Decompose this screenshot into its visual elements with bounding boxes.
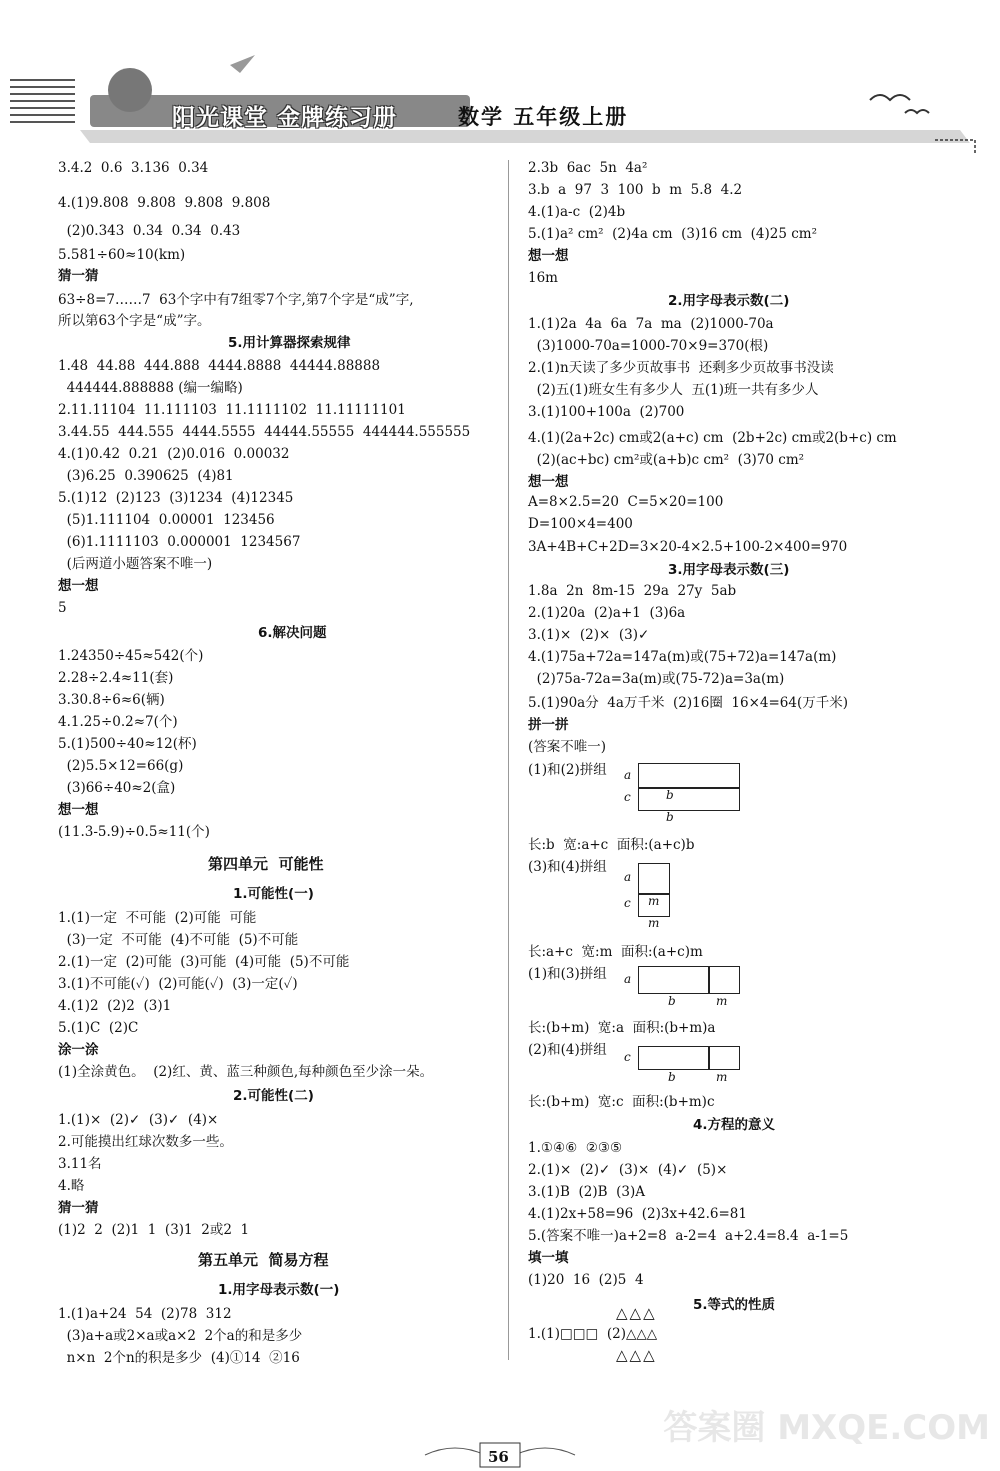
answer-line: 4.1.25÷0.2≈7(个) [58, 714, 178, 730]
section-title: 2.用字母表示数(二) [668, 293, 790, 309]
answer-line: 1.(1)2a 4a 6a 7a ma (2)1000-70a [528, 316, 774, 332]
answer-line: 1.(1)一定 不可能 (2)可能 可能 [58, 910, 257, 926]
answer-line: (3)6.25 0.390625 (4)81 [58, 468, 234, 484]
answer-line: (5)1.111104 0.00001 123456 [58, 512, 275, 528]
label-a: a [624, 768, 632, 782]
answer-line: (2)5.5×12=66(g) [58, 758, 184, 774]
column-divider [508, 160, 509, 1360]
answer-line: (6)1.1111103 0.000001 1234567 [58, 534, 301, 550]
answer-line: 5.(1)500÷40≈12(杯) [58, 736, 197, 752]
subsection-title: 想一想 [58, 802, 99, 818]
label-a: a [624, 870, 632, 884]
section-title: 6.解决问题 [258, 625, 327, 641]
answer-line: D=100×4=400 [528, 516, 633, 532]
answer-line: 63÷8=7……7 63个字中有7组零7个字,第7个字是“成”字, [58, 292, 414, 308]
answer-line: (2)0.343 0.34 0.34 0.43 [58, 223, 241, 239]
answer-line: 5.(1)a² cm² (2)4a cm (3)16 cm (4)25 cm² [528, 226, 818, 242]
label-c: c [624, 896, 631, 910]
subsection-title: 填一填 [528, 1250, 569, 1266]
answer-line: (1)全涂黄色。 (2)红、黄、蓝三种颜色,每种颜色至少涂一朵。 [58, 1064, 434, 1080]
subsection-title: 涂一涂 [58, 1042, 99, 1058]
answer-line: (答案不唯一) [528, 739, 607, 755]
answer-line: 3.4.2 0.6 3.136 0.34 [58, 160, 209, 176]
answer-line: 2.(1)20a (2)a+1 (3)6a [528, 605, 686, 621]
rect-am2 [708, 966, 740, 994]
answer-line: (2)五(1)班女生有多少人 五(1)班一共有多少人 [528, 382, 819, 398]
answer-line: 长:a+c 宽:m 面积:(a+c)m [528, 944, 703, 960]
answer-line: 5.581÷60≈10(km) [58, 247, 186, 263]
answer-line: 所以第63个字是“成”字。 [58, 313, 211, 329]
answer-line: (1)和(2)拼组 [528, 762, 607, 778]
subsection-title: 想一想 [58, 578, 99, 594]
answer-line: 1.48 44.88 444.888 4444.8888 44444.88888 [58, 358, 381, 374]
unit-title: 第五单元 简易方程 [198, 1251, 329, 1269]
answer-line: 2.可能摸出红球次数多一些。 [58, 1134, 233, 1150]
answer-line: 长:(b+m) 宽:a 面积:(b+m)a [528, 1020, 716, 1036]
subsection-title: 拼一拼 [528, 717, 569, 733]
answer-line: (后两道小题答案不唯一) [58, 556, 213, 572]
section-title: 5.等式的性质 [693, 1297, 776, 1313]
triangle-row: △△△ [616, 1304, 657, 1322]
unit-title: 第四单元 可能性 [208, 855, 324, 873]
section-title: 2.可能性(二) [233, 1088, 314, 1104]
answer-line: 2.11.11104 11.111103 11.1111102 11.11111101 [58, 402, 406, 418]
answer-line: A=8×2.5=20 C=5×20=100 [528, 494, 724, 510]
subsection-title: 猜一猜 [58, 268, 99, 284]
answer-line: 4.(1)9.808 9.808 9.808 9.808 [58, 195, 271, 211]
label-c: c [624, 1050, 631, 1064]
label-b: b [668, 994, 676, 1008]
answer-line: 5.(答案不唯一)a+2=8 a-2=4 a+2.4=8.4 a-1=5 [528, 1228, 849, 1244]
answer-line: 1.①④⑥ ②③⑤ [528, 1140, 623, 1156]
answer-line: 2.(1)一定 (2)可能 (3)可能 (4)可能 (5)不可能 [58, 954, 350, 970]
answer-line: 2.28÷2.4≈11(套) [58, 670, 174, 686]
answer-line: 1.(1)a+24 54 (2)78 312 [58, 1306, 232, 1322]
answer-line: 2.(1)n天读了多少页故事书 还剩多少页故事书没读 [528, 360, 834, 376]
answer-line: 3.30.8÷6≈6(辆) [58, 692, 165, 708]
book-title: 阳光课堂 金牌练习册 [172, 105, 398, 131]
answer-line: 2.(1)× (2)✓ (3)× (4)✓ (5)× [528, 1162, 728, 1178]
answer-line: (2)和(4)拼组 [528, 1042, 607, 1058]
answer-line: 5.(1)90a分 4a万千米 (2)16圈 16×4=64(万千米) [528, 695, 849, 711]
page-header [0, 55, 1000, 155]
answer-line: (3)一定 不可能 (4)不可能 (5)不可能 [58, 932, 299, 948]
label-a: a [624, 972, 632, 986]
rect-a [638, 763, 740, 789]
answer-line: (2)(ac+bc) cm²或(a+b)c cm² (3)70 cm² [528, 452, 805, 468]
answer-line: 3.11名 [58, 1156, 102, 1172]
watermark: 答案圈 MXQE.COM [663, 1408, 990, 1448]
answer-line: 4.(1)0.42 0.21 (2)0.016 0.00032 [58, 446, 290, 462]
answer-line: 4.(1)2 (2)2 (3)1 [58, 998, 172, 1014]
answer-line: (3)66÷40≈2(盒) [58, 780, 176, 796]
label-m: m [716, 1070, 728, 1084]
answer-line: 3.44.55 444.555 4444.5555 44444.55555 444444.555555 [58, 424, 471, 440]
rect-ab [638, 966, 710, 994]
label-c: c [624, 790, 631, 804]
answer-line: 1.(1)× (2)✓ (3)✓ (4)× [58, 1112, 219, 1128]
answer-line: 444444.888888 (编一编略) [58, 380, 243, 396]
answer-line: 3.(1)100+100a (2)700 [528, 404, 685, 420]
triangle-row: △△△ [616, 1346, 657, 1364]
section-title: 1.用字母表示数(一) [218, 1282, 340, 1298]
subject-grade: 数学 五年级上册 [458, 105, 629, 129]
answer-line: (1)和(3)拼组 [528, 966, 607, 982]
answer-line: (3)a+a或2×a或a×2 2个a的和是多少 [58, 1328, 303, 1344]
label-b: b [666, 810, 674, 824]
answer-line: 3A+4B+C+2D=3×20-4×2.5+100-2×400=970 [528, 539, 848, 555]
rect-cb [638, 1046, 710, 1070]
answer-line: (11.3-5.9)÷0.5≈11(个) [58, 824, 210, 840]
section-title: 4.方程的意义 [693, 1117, 776, 1133]
label-m-inner: m [648, 894, 660, 908]
label-b: b [668, 1070, 676, 1084]
label-m: m [648, 916, 660, 930]
answer-line: (2)75a-72a=3a(m)或(75-72)a=3a(m) [528, 671, 785, 687]
answer-line: 4.(1)a-c (2)4b [528, 204, 626, 220]
answer-line: (1)2 2 (2)1 1 (3)1 2或2 1 [58, 1222, 250, 1238]
rect-am [638, 863, 670, 895]
section-title: 3.用字母表示数(三) [668, 562, 790, 578]
answer-line: 2.3b 6ac 5n 4a² [528, 160, 648, 176]
answer-line: 长:(b+m) 宽:c 面积:(b+m)c [528, 1094, 715, 1110]
subsection-title: 想一想 [528, 474, 569, 490]
answer-line: 4.(1)(2a+2c) cm或2(a+c) cm (2b+2c) cm或2(b+c) cm [528, 430, 897, 446]
answer-line: 5.(1)12 (2)123 (3)1234 (4)12345 [58, 490, 294, 506]
answer-line: 16m [528, 270, 558, 286]
answer-line: 3.(1)B (2)B (3)A [528, 1184, 646, 1200]
answer-line: 4.(1)75a+72a=147a(m)或(75+72)a=147a(m) [528, 649, 837, 665]
rect-c [638, 787, 740, 811]
answer-line: (1)20 16 (2)5 4 [528, 1272, 644, 1288]
answer-line: 1.8a 2n 8m-15 29a 27y 5ab [528, 583, 737, 599]
subsection-title: 想一想 [528, 248, 569, 264]
section-title: 1.可能性(一) [233, 886, 314, 902]
answer-line: 1.24350÷45≈542(个) [58, 648, 204, 664]
answer-line: 3.(1)不可能(✓) (2)可能(✓) (3)一定(✓) [58, 976, 298, 992]
answer-line: 3.(1)× (2)× (3)✓ [528, 627, 650, 643]
answer-line: 4.(1)2x+58=96 (2)3x+42.6=81 [528, 1206, 747, 1222]
answer-line: (3)1000-70a=1000-70×9=370(根) [528, 338, 769, 354]
label-m: m [716, 994, 728, 1008]
label-b-inner: b [666, 788, 674, 802]
answer-line: 5.(1)C (2)C [58, 1020, 139, 1036]
answer-line: n×n 2个n的积是多少 (4)①14 ②16 [58, 1350, 300, 1366]
answer-line: (3)和(4)拼组 [528, 859, 607, 875]
answer-line: 4.略 [58, 1178, 85, 1194]
rect-cm2 [708, 1046, 740, 1070]
answer-line: 1.(1)□□□ (2)△△△ [528, 1326, 658, 1342]
answer-line: 长:b 宽:a+c 面积:(a+c)b [528, 837, 695, 853]
page-number: 56 [488, 1448, 509, 1466]
section-title: 5.用计算器探索规律 [228, 335, 351, 351]
answer-line: 3.b a 97 3 100 b m 5.8 4.2 [528, 182, 743, 198]
subsection-title: 猜一猜 [58, 1200, 99, 1216]
answer-line: 5 [58, 600, 67, 616]
